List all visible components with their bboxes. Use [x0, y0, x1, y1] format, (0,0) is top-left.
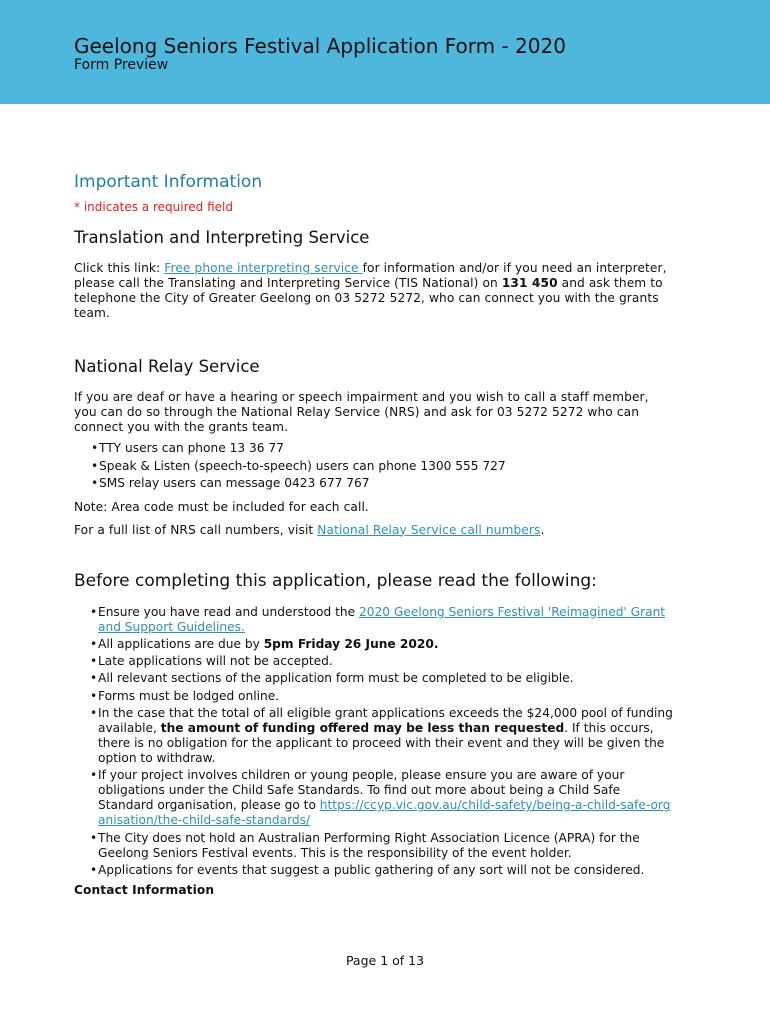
relay-item-text: SMS relay users can message 0423 677 767	[99, 476, 370, 490]
item-text: Forms must be lodged online.	[98, 688, 280, 703]
translation-text-pre: Click this link:	[74, 261, 165, 275]
form-content	[74, 172, 674, 898]
item-text: The City does not hold an Australian Performing Right Association Licence (APRA) for the Geelong Seniors Festival events. This is the responsibility of the event holder.	[98, 830, 640, 860]
funding-warning: the amount of funding offered may be less than requested	[160, 720, 565, 735]
list-item	[74, 689, 674, 704]
relay-item-text: Speak & Listen (speech-to-speech) users can phone 1300 555 727	[99, 458, 506, 473]
bullet-icon: •	[90, 604, 98, 619]
item-text: If your project involves children or young people, please ensure you are aware of your obligations under the Child Safe Standards. To find out more about being a Child Safe Standard organisation, please go to	[98, 768, 625, 813]
bullet-icon: •	[90, 671, 98, 686]
bullet-icon: •	[90, 862, 98, 877]
translation-text-post: and ask them to telephone the City of Greater Geelong on 03 5272 5272, who can connect you with the grants team.	[74, 276, 663, 320]
form-header	[0, 0, 770, 104]
bullet-icon: •	[90, 654, 98, 669]
list-item	[74, 476, 674, 491]
bullet-icon: •	[90, 768, 98, 783]
important-info-title: Important Information	[74, 172, 263, 192]
item-text: . If this occurs, there is no obligation for the applicant to proceed with their event and they will be given the option to withdraw.	[98, 720, 665, 765]
nrs-list-post: .	[540, 522, 545, 537]
nrs-full-list	[74, 523, 674, 538]
list-item	[74, 441, 674, 456]
list-item	[74, 459, 674, 474]
list-item	[74, 654, 674, 669]
bullet-icon: •	[90, 705, 98, 720]
list-item	[74, 671, 674, 686]
tis-phone: 131 450	[501, 276, 558, 290]
nrs-call-numbers-link[interactable]: National Relay Service call numbers	[317, 522, 541, 537]
before-list	[74, 605, 674, 878]
interpreting-service-link[interactable]: Free phone interpreting service	[164, 261, 363, 275]
list-item	[74, 605, 674, 635]
list-item	[74, 863, 674, 878]
translation-text-mid: for information and/or if you need an interpreter, please call the Translating and Interpreting Service (TIS National) on	[74, 261, 667, 290]
translation-paragraph	[74, 261, 674, 321]
relay-heading: National Relay Service	[74, 357, 260, 376]
item-text: Ensure you have read and understood the	[98, 604, 360, 619]
bullet-icon: •	[91, 458, 99, 473]
list-item	[74, 768, 674, 828]
bullet-icon: •	[91, 441, 99, 455]
due-date: 5pm Friday 26 June 2020.	[263, 636, 439, 651]
list-item	[74, 831, 674, 861]
list-item	[74, 706, 674, 766]
item-text: In the case that the total of all eligible grant applications exceeds the $24,000 pool of funding available,	[98, 705, 673, 735]
required-field-note: * indicates a required field	[74, 200, 233, 214]
item-text: Late applications will not be accepted.	[98, 654, 333, 669]
form-subtitle: Form Preview	[74, 57, 169, 73]
translation-heading: Translation and Interpreting Service	[74, 228, 370, 247]
relay-item-text: TTY users can phone 13 36 77	[99, 441, 284, 455]
bullet-icon: •	[90, 830, 98, 845]
area-code-note: Note: Area code must be included for each call.	[74, 499, 369, 514]
form-title: Geelong Seniors Festival Application Form - 2020	[74, 34, 566, 58]
page-number: Page 1 of 13	[345, 953, 425, 968]
guidelines-link[interactable]: 2020 Geelong Seniors Festival 'Reimagined' Grant and Support Guidelines.	[98, 604, 666, 634]
relay-intro: If you are deaf or have a hearing or speech impairment and you wish to call a staff member, you can do so through the National Relay Service (NRS) and ask for 03 5272 5272 who can connect you with the grants team.	[74, 390, 649, 434]
before-heading: Before completing this application, please read the following:	[74, 570, 597, 591]
child-safe-link[interactable]: https://ccyp.vic.gov.au/child-safety/being-a-child-safe-organisation/the-child-safe-standards/	[98, 798, 671, 828]
relay-list	[74, 441, 674, 491]
item-text: Applications for events that suggest a public gathering of any sort will not be considered.	[98, 862, 645, 877]
nrs-list-pre: For a full list of NRS call numbers, visit	[74, 522, 318, 537]
bullet-icon: •	[91, 476, 99, 490]
list-item	[74, 637, 674, 652]
item-text: All applications are due by	[98, 636, 264, 651]
contact-info-heading: Contact Information	[74, 882, 215, 897]
item-text: All relevant sections of the application form must be completed to be eligible.	[98, 671, 574, 686]
bullet-icon: •	[90, 636, 98, 651]
bullet-icon: •	[90, 688, 98, 703]
